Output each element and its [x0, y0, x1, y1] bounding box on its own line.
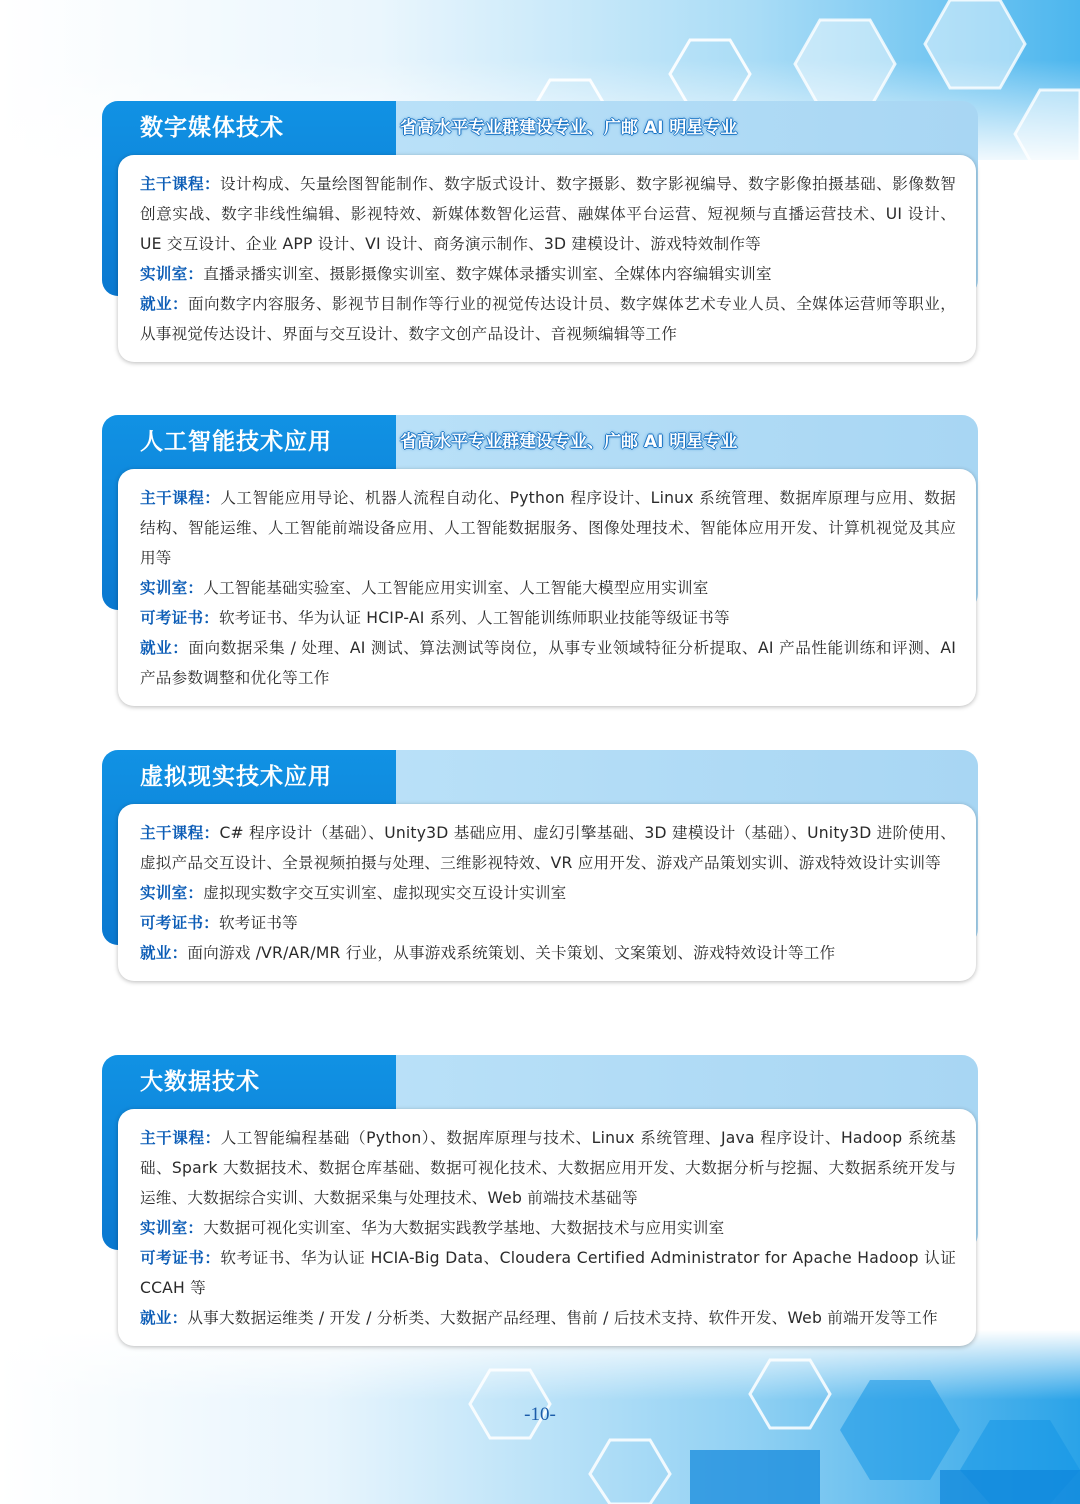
row-text: 设计构成、矢量绘图智能制作、数字版式设计、数字摄影、数字影视编导、数字影像拍摄基础、影像数智创意实战、数字非线性编辑、影视特效、新媒体数智化运营、融媒体平台运营、短视频与直播运营技术、UI 设计、UE 交互设计、企业 APP 设计、VI 设计、商务演示制作、3D 建模设计、游戏特效制作等: [140, 175, 956, 253]
labs-row: [140, 1213, 956, 1243]
row-label: 主干课程：: [140, 824, 220, 842]
section-card: [118, 1109, 976, 1346]
section-title: 数字媒体技术: [140, 115, 284, 141]
row-label: 主干课程：: [140, 489, 221, 507]
row-label: 主干课程：: [140, 175, 221, 193]
row-label: 就业：: [140, 639, 189, 657]
certificates-row: [140, 603, 956, 633]
labs-row: [140, 573, 956, 603]
courses-row: [140, 818, 956, 878]
row-label: 实训室：: [140, 265, 204, 283]
row-label: 实训室：: [140, 579, 204, 597]
courses-row: [140, 169, 956, 259]
row-text: 人工智能编程基础（Python）、数据库原理与技术、Linux 系统管理、Java 程序设计、Hadoop 系统基础、Spark 大数据技术、数据仓库基础、数据可视化技术、大数据应用开发、大数据分析与挖掘、大数据系统开发与运维、大数据综合实训、大数据采集与处理技术、Web 前端技术基础等: [140, 1129, 956, 1207]
row-label: 主干课程：: [140, 1129, 221, 1147]
row-text: 软考证书、华为认证 HCIA-Big Data、Cloudera Certified Administrator for Apache Hadoop 认证 CCAH 等: [140, 1249, 956, 1297]
employment-row: [140, 938, 956, 968]
row-text: 人工智能应用导论、机器人流程自动化、Python 程序设计、Linux 系统管理、数据库原理与应用、数据结构、智能运维、人工智能前端设备应用、人工智能数据服务、图像处理技术、智能体应用开发、计算机视觉及其应用等: [140, 489, 956, 567]
section-title: 虚拟现实技术应用: [140, 764, 332, 790]
certificates-row: [140, 908, 956, 938]
certificates-row: [140, 1243, 956, 1303]
row-text: 软考证书、华为认证 HCIP-AI 系列、人工智能训练师职业技能等级证书等: [218, 609, 730, 627]
row-label: 就业：: [140, 1309, 188, 1327]
row-label: 就业：: [140, 295, 189, 313]
courses-row: [140, 483, 956, 573]
section-card: [118, 155, 976, 362]
row-text: 虚拟现实数字交互实训室、虚拟现实交互设计实训室: [203, 884, 567, 902]
row-text: 面向游戏 /VR/AR/MR 行业，从事游戏系统策划、关卡策划、文案策划、游戏特效设计等工作: [187, 944, 836, 962]
employment-row: [140, 1303, 956, 1333]
section-card: [118, 469, 976, 706]
employment-row: [140, 633, 956, 693]
section-title: 大数据技术: [140, 1069, 260, 1095]
row-text: 大数据可视化实训室、华为大数据实践教学基地、大数据技术与应用实训室: [203, 1219, 725, 1237]
row-label: 实训室：: [140, 884, 204, 902]
row-text: 软考证书等: [218, 914, 298, 932]
row-label: 可考证书：: [140, 914, 219, 932]
row-text: 直播录播实训室、摄影摄像实训室、数字媒体录播实训室、全媒体内容编辑实训室: [203, 265, 772, 283]
section-card: [118, 804, 976, 981]
row-text: C# 程序设计（基础）、Unity3D 基础应用、虚幻引擎基础、3D 建模设计（基础）、Unity3D 进阶使用、虚拟产品交互设计、全景视频拍摄与处理、三维影视特效、VR 应用开发、游戏产品策划实训、游戏特效设计实训等: [140, 824, 956, 872]
row-text: 人工智能基础实验室、人工智能应用实训室、人工智能大模型应用实训室: [203, 579, 709, 597]
row-label: 实训室：: [140, 1219, 204, 1237]
row-text: 从事大数据运维类 / 开发 / 分析类、大数据产品经理、售前 / 后技术支持、软件开发、Web 前端开发等工作: [187, 1309, 938, 1327]
labs-row: [140, 259, 956, 289]
row-label: 可考证书：: [140, 1249, 221, 1267]
row-text: 面向数字内容服务、影视节目制作等行业的视觉传达设计员、数字媒体艺术专业人员、全媒体运营师等职业，从事视觉传达设计、界面与交互设计、数字文创产品设计、音视频编辑等工作: [140, 295, 956, 343]
page-number: -10-: [524, 1404, 556, 1425]
section-tag: 省高水平专业群建设专业、广邮 AI 明星专业: [400, 118, 738, 138]
section-title: 人工智能技术应用: [140, 429, 332, 455]
row-label: 可考证书：: [140, 609, 219, 627]
employment-row: [140, 289, 956, 349]
courses-row: [140, 1123, 956, 1213]
section-tag: 省高水平专业群建设专业、广邮 AI 明星专业: [400, 432, 738, 452]
row-text: 面向数据采集 / 处理、AI 测试、算法测试等岗位，从事专业领域特征分析提取、AI 产品性能训练和评测、AI 产品参数调整和优化等工作: [140, 639, 956, 687]
row-label: 就业：: [140, 944, 188, 962]
labs-row: [140, 878, 956, 908]
